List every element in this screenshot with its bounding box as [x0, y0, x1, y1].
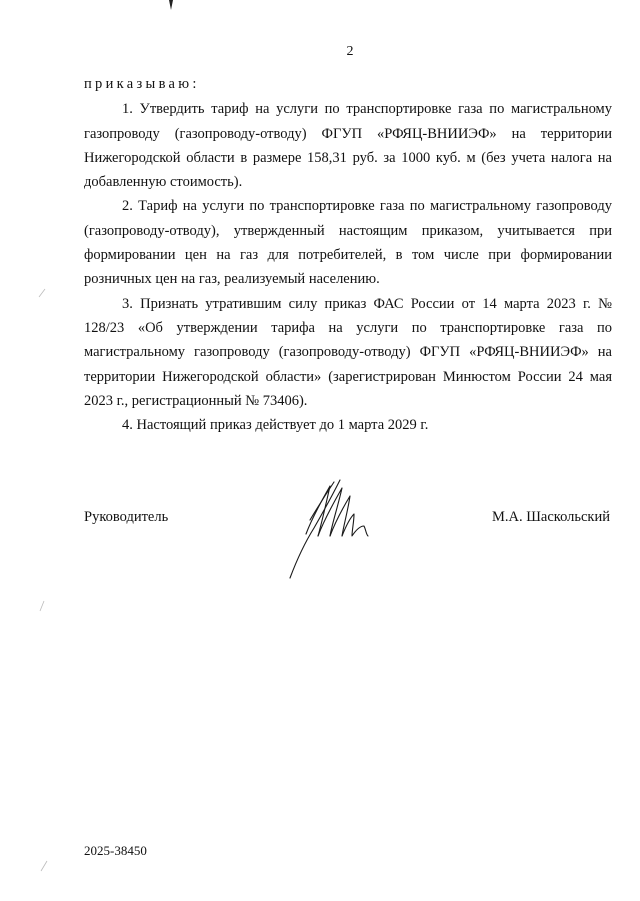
handwritten-signature	[282, 470, 382, 580]
document-number: 2025-38450	[84, 843, 147, 858]
scan-mark-left-3	[40, 860, 48, 872]
scan-mark-top	[166, 0, 176, 12]
scan-mark-left-2	[38, 600, 46, 612]
signatory-name: М.А. Шаскольский	[492, 509, 610, 525]
signatory-title: Руководитель	[84, 509, 169, 525]
order-item-2: 2. Тариф на услуги по транспортировке газа по магистральному газопроводу (газопроводу-отводу), утвержденный настоящим приказом, учитывается при формировании цен на газ для потребителей, в том числе при формировании розничных цен на газ, реализуемый населению.	[84, 198, 612, 288]
order-intro: приказываю:	[84, 76, 200, 92]
page-number: 2	[346, 44, 354, 59]
scan-mark-left-1	[38, 288, 46, 298]
order-item-3: 3. Признать утратившим силу приказ ФАС России от 14 марта 2023 г. № 128/23 «Об утверждении тарифа на услуги по транспортировке газа по магистральному газопроводу (газопроводу-отводу) ФГУП «РФЯЦ-ВНИИЭФ» на территории Нижегородской области» (зарегистрирован Минюстом России 24 мая 2023 г., регистрационный № 73406).	[84, 295, 612, 409]
order-item-4: 4. Настоящий приказ действует до 1 марта 2029 г.	[122, 417, 429, 434]
order-body	[84, 72, 612, 437]
order-item-1: 1. Утвердить тариф на услуги по транспортировке газа по магистральному газопроводу (газопроводу-отводу) ФГУП «РФЯЦ-ВНИИЭФ» на территории Нижегородской области в размере 158,31 руб. за 1000 куб. м (без учета налога на добавленную стоимость).	[84, 101, 612, 191]
